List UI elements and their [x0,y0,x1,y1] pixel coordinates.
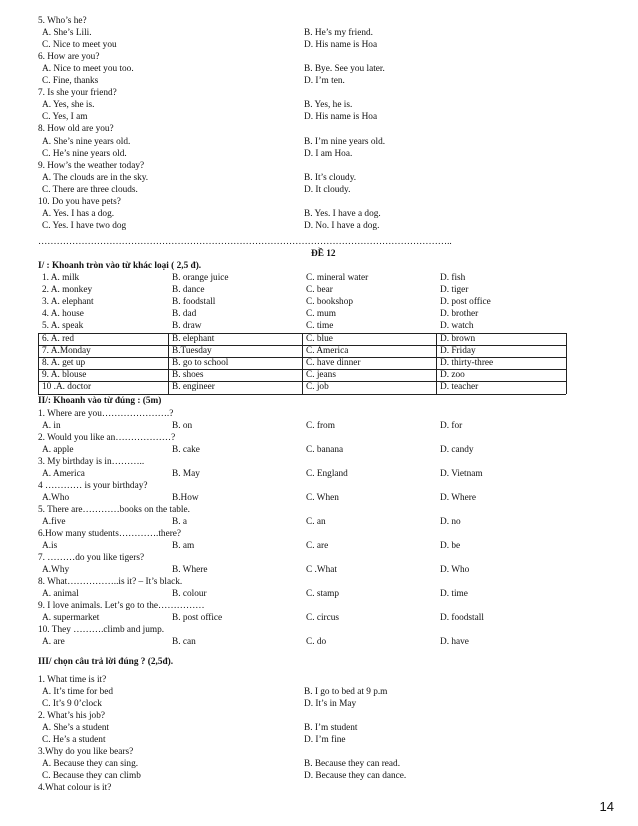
answer-option: A. supermarket [42,613,100,623]
table-cell: B. foodstall [172,297,216,308]
table-cell: D. watch [440,321,474,332]
question-stem: 9. I love animals. Let’s go to the…………… [38,601,205,611]
answer-option: B. cake [172,445,200,455]
answer-option: A.Who [42,493,70,503]
answer-option: A. America [42,469,85,479]
answer-option: C. He’s nine years old. [42,148,127,159]
answer-option: D. It’s in May [304,699,357,709]
answer-option: D. Vietnam [440,469,483,479]
answer-option: B. I go to bed at 9 p.m [304,687,388,697]
answer-option: C. England [306,469,348,479]
table-cell: C. America [306,345,349,356]
answer-option: C. are [306,541,329,551]
answer-option: C. Fine, thanks [42,76,99,87]
table-cell: D. zoo [440,369,465,380]
answer-option: C. When [306,493,339,503]
answer-option: D. have [440,637,469,647]
answer-option: D. be [440,541,461,551]
answer-option: B. Bye. See you later. [304,64,385,75]
answer-option: D. foodstall [440,613,484,623]
answer-option: D. It cloudy. [304,184,351,195]
table-cell: B. orange juice [172,273,229,283]
table-cell: B. dad [172,309,197,320]
table-cell: C. blue [306,333,333,344]
answer-option: C. Nice to meet you [42,40,117,51]
answer-option: A. She’s nine years old. [42,136,131,147]
answer-option: C. Yes. I have two dog [42,220,127,231]
answer-option: D. Where [440,493,476,503]
answer-option: A. Because they can sing. [42,759,139,769]
answer-option: D. No. I have a dog. [304,220,380,231]
table-rule [38,394,566,395]
answer-option: A. Yes. I has a dog. [42,208,115,219]
table-cell: C. time [306,321,334,332]
answer-option: B. It’s cloudy. [304,172,357,183]
answer-option: B. I’m student [304,723,358,733]
answer-option: C. stamp [306,589,340,599]
answer-option: A. apple [42,445,74,455]
answer-option: A.Why [42,565,70,575]
answer-option: B. can [172,637,196,647]
table-cell: D. brother [440,309,479,320]
answer-option: B. I’m nine years old. [304,136,386,147]
question-stem: 2. What’s his job? [38,711,105,721]
table-cell: B. draw [172,321,202,332]
answer-option: B. am [172,541,195,551]
table-cell: 2. A. monkey [42,285,93,296]
table-cell: C. have dinner [306,357,361,368]
answer-option: A. animal [42,589,79,599]
answer-option: A. in [42,421,61,431]
question-stem: 7. Is she your friend? [38,88,117,99]
table-cell: 10 .A. doctor [42,381,92,392]
table-cell: D. thirty-three [440,357,494,368]
answer-option: B.How [172,493,199,503]
answer-option: A. She’s Lili. [42,28,92,39]
answer-option: C. There are three clouds. [42,184,138,195]
answer-option: B. Yes, he is. [304,100,353,111]
table-cell: 3. A. elephant [42,297,94,308]
table-cell: 4. A. house [42,309,84,320]
answer-option: B. He’s my friend. [304,28,373,39]
table-cell: D. Friday [440,345,476,356]
page-number: 14 [599,799,614,814]
table-cell: B.Tuesday [172,345,212,356]
question-stem: 8. How old are you? [38,124,114,135]
answer-option: A.is [42,541,58,551]
table-cell: 8. A. get up [42,357,86,368]
table-cell: 9. A. blouse [42,369,87,380]
answer-option: A. Yes, she is. [42,100,95,111]
question-stem: 1. What time is it? [38,675,107,685]
answer-option: D. no [440,517,461,527]
table-cell: C. mum [306,309,336,320]
question-stem: 5. Who’s he? [38,16,87,26]
answer-option: A. She’s a student [42,723,110,733]
question-stem: 3.Why do you like bears? [38,747,134,757]
question-stem: 7. ………do you like tigers? [38,553,145,563]
table-cell: D. brown [440,333,476,344]
answer-option: A.five [42,517,66,527]
table-cell: C. jeans [306,369,336,380]
table-cell: C. job [306,381,329,392]
answer-option: D. His name is Hoa [304,40,378,51]
question-stem: 10. Do you have pets? [38,196,121,207]
answer-option: A. are [42,637,65,647]
answer-option: C .What [306,565,337,575]
table-cell: C. mineral water [306,273,369,283]
answer-option: D. Who [440,565,470,575]
answer-option: D. I’m fine [304,735,346,745]
question-stem: 2. Would you like an………………? [38,433,176,443]
section3-title: III/ chọn câu trả lời đúng ? (2,5đ). [38,657,174,667]
answer-option: B. post office [172,613,223,623]
answer-option: D. Because they can dance. [304,771,407,781]
answer-option: C. banana [306,445,344,455]
answer-option: C. Yes, I am [42,112,88,123]
table-rule [566,333,567,394]
table-cell: B. shoes [172,369,204,380]
table-cell: D. tiger [440,285,469,296]
table-cell: D. fish [440,273,466,283]
section1-title: I/ : Khoanh tròn vào từ khác loại ( 2,5 đ). [38,261,202,271]
dotted-separator: …………………………………………………………………………………………………………………….. [38,237,452,247]
table-cell: C. bookshop [306,297,354,308]
answer-option: C. do [306,637,327,647]
answer-option: C. Because they can climb [42,771,141,781]
answer-option: B. colour [172,589,207,599]
answer-option: C. He’s a student [42,735,106,745]
answer-option: D. I’m ten. [304,76,345,87]
table-cell: B. go to school [172,357,229,368]
table-cell: 7. A.Monday [42,345,91,356]
answer-option: B. Where [172,565,208,575]
question-stem: 4 ………… is your birthday? [38,481,148,491]
table-cell: D. teacher [440,381,479,392]
answer-option: D. for [440,421,463,431]
answer-option: D. candy [440,445,474,455]
answer-option: B. Yes. I have a dog. [304,208,381,219]
section1-table-grid [38,333,566,394]
question-stem: 5. There are…………books on the table. [38,505,190,515]
answer-option: C. an [306,517,326,527]
answer-option: D. I am Hoa. [304,148,353,159]
answer-option: B. a [172,517,187,527]
table-cell: B. elephant [172,333,215,344]
question-stem: 6.How many students………….there? [38,529,182,539]
answer-option: A. Nice to meet you too. [42,64,134,75]
table-cell: D. post office [440,297,491,308]
question-stem: 9. How’s the weather today? [38,160,145,171]
question-stem: 8. What……………..is it? – It’s black. [38,577,183,587]
question-stem: 4.What colour is it? [38,783,112,793]
answer-option: A. It’s time for bed [42,687,114,697]
question-stem: 3. My birthday is in……….. [38,457,145,467]
answer-option: B. May [172,469,200,479]
answer-option: A. The clouds are in the sky. [42,172,149,183]
answer-option: B. Because they can read. [304,759,401,769]
table-cell: 5. A. speak [42,321,84,332]
table-cell: 6. A. red [42,333,75,344]
answer-option: C. It’s 9 0’clock [42,699,102,709]
answer-option: B. on [172,421,193,431]
question-stem: 6. How are you? [38,52,100,63]
answer-option: D. time [440,589,468,599]
question-stem: 10. They ……….climb and jump. [38,625,165,635]
table-cell: C. bear [306,285,333,296]
answer-option: C. from [306,421,335,431]
table-cell: 1. A. milk [42,273,80,283]
exam-title: ĐỀ 12 [311,249,336,259]
answer-option: C. circus [306,613,340,623]
answer-option: D. His name is Hoa [304,112,378,123]
table-cell: B. dance [172,285,205,296]
section2-title: II/: Khoanh vào từ đúng : (5m) [38,396,162,406]
question-stem: 1. Where are you………………….? [38,409,174,419]
table-cell: B. engineer [172,381,215,392]
